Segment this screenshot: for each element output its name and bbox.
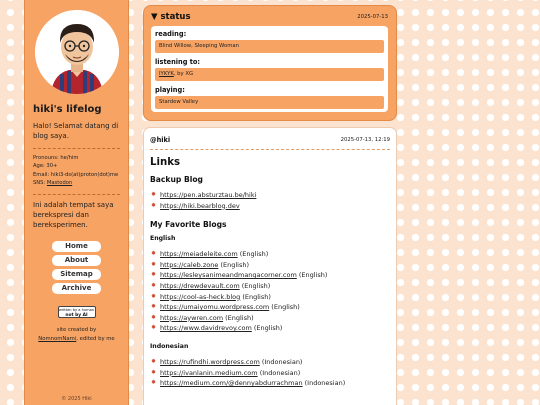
blog-link[interactable]: https://rufindhi.wordpress.com <box>160 357 260 366</box>
info-age: Age: 30+ <box>33 163 58 170</box>
blog-link[interactable]: https://ivanlanin.medium.com <box>160 368 258 377</box>
site-nav <box>33 241 120 297</box>
list-item <box>150 270 390 281</box>
blog-link[interactable]: https://pen.absturztau.be/hiki <box>160 191 257 199</box>
not-by-ai-badge[interactable] <box>58 306 96 318</box>
language-label: (English) <box>269 303 300 312</box>
list-item <box>150 292 390 303</box>
divider <box>33 148 120 149</box>
language-label: (English) <box>218 260 249 269</box>
language-label: (English) <box>296 271 328 280</box>
blog-link[interactable]: https://aywren.com <box>160 313 224 322</box>
status-toggle[interactable]: ▼ status <box>151 12 191 22</box>
list-item <box>150 313 390 324</box>
english-heading: English <box>150 235 176 243</box>
listening-value <box>155 68 384 81</box>
ai-badge-main-text: not by AI <box>65 313 88 319</box>
ai-badge-top-text: written by a human <box>58 308 95 313</box>
blog-link[interactable]: https://www.davidrevoy.com <box>160 324 252 333</box>
sidebar <box>24 0 129 405</box>
site-credit <box>33 326 120 343</box>
list-item <box>150 260 390 271</box>
nav-sitemap-button[interactable]: Sitemap <box>52 269 101 280</box>
blog-link[interactable]: https://lesleysanimeandmangacorner.com <box>160 271 297 280</box>
list-item <box>150 378 390 389</box>
site-title: hiki's lifelog <box>33 104 102 115</box>
blog-link[interactable]: https://caleb.zone <box>160 260 219 269</box>
reading-value: Blind Willow, Sleeping Woman <box>155 40 384 53</box>
list-item <box>150 323 390 334</box>
indonesian-blog-list <box>150 357 390 389</box>
language-label: (Indonesian) <box>259 357 303 366</box>
language-label: (English) <box>239 281 271 290</box>
info-pronouns: Pronouns: he/him <box>33 155 79 161</box>
iykyk-link[interactable]: IYKYK <box>159 71 174 77</box>
status-content <box>151 26 388 112</box>
nomnomnami-link[interactable]: NomnomNami <box>38 335 77 342</box>
divider <box>33 194 120 195</box>
post-divider <box>150 149 390 150</box>
backup-blog-heading: Backup Blog <box>150 175 203 184</box>
blog-link[interactable]: https://medium.com/@dennyabdurrachman <box>160 379 303 388</box>
favorite-blogs-heading: My Favorite Blogs <box>150 220 227 230</box>
language-label: (Indonesian) <box>257 368 301 377</box>
language-label: (English) <box>240 292 271 301</box>
blog-post <box>143 127 397 405</box>
info-email: Email: hiki3-ds(at)proton(dot)me <box>33 171 119 178</box>
playing-label: playing: <box>155 86 185 94</box>
nav-home-button[interactable]: Home <box>52 241 101 252</box>
reading-label: reading: <box>155 30 187 38</box>
blog-link[interactable]: https://meiadeleite.com <box>160 250 238 259</box>
language-label: (English) <box>223 313 254 322</box>
mastodon-link[interactable]: Mastodon <box>46 179 73 186</box>
list-item <box>150 357 390 368</box>
avatar-illustration <box>35 10 119 94</box>
list-item <box>150 201 390 212</box>
blog-link[interactable]: https://umaiyomu.wordpress.com <box>160 303 270 312</box>
english-blog-list <box>150 249 390 334</box>
status-date: 2025-07-13 <box>357 14 388 20</box>
post-date: 2025-07-13, 12:19 <box>340 136 390 143</box>
language-label: (English) <box>237 250 269 259</box>
site-description: Halo! Selamat datang di blog saya. <box>33 122 119 140</box>
info-sns <box>33 179 120 187</box>
sns-label: SNS: <box>33 179 47 186</box>
post-title: Links <box>150 157 181 168</box>
copyright: © 2025 Hiki <box>61 396 92 402</box>
credit-suffix: , edited by me <box>76 335 115 342</box>
blog-link[interactable]: https://cool-as-heck.blog <box>160 292 241 301</box>
nav-about-button[interactable]: About <box>52 255 101 266</box>
nav-archive-button[interactable]: Archive <box>52 283 101 294</box>
indonesian-heading: Indonesian <box>150 342 189 350</box>
backup-blog-list <box>150 190 390 211</box>
blog-link[interactable]: https://hiki.bearblog.dev <box>160 201 240 210</box>
credit-prefix: site created by <box>56 327 97 334</box>
post-body <box>150 157 390 389</box>
list-item <box>150 368 390 379</box>
bio-text: Ini adalah tempat saya berekspresi dan bereksperimen. <box>33 201 114 230</box>
playing-value: Stardew Valley <box>155 96 384 109</box>
post-author[interactable]: @hiki <box>150 135 171 144</box>
list-item <box>150 281 390 292</box>
list-item <box>150 190 390 201</box>
blog-link[interactable]: https://drewdevault.com <box>160 281 240 290</box>
list-item <box>150 302 390 313</box>
language-label: (Indonesian) <box>302 379 346 388</box>
avatar <box>35 10 119 94</box>
listening-suffix: , by XG <box>173 71 194 77</box>
listening-label: listening to: <box>155 58 201 66</box>
status-box <box>143 5 397 121</box>
list-item <box>150 249 390 260</box>
language-label: (English) <box>251 324 283 333</box>
